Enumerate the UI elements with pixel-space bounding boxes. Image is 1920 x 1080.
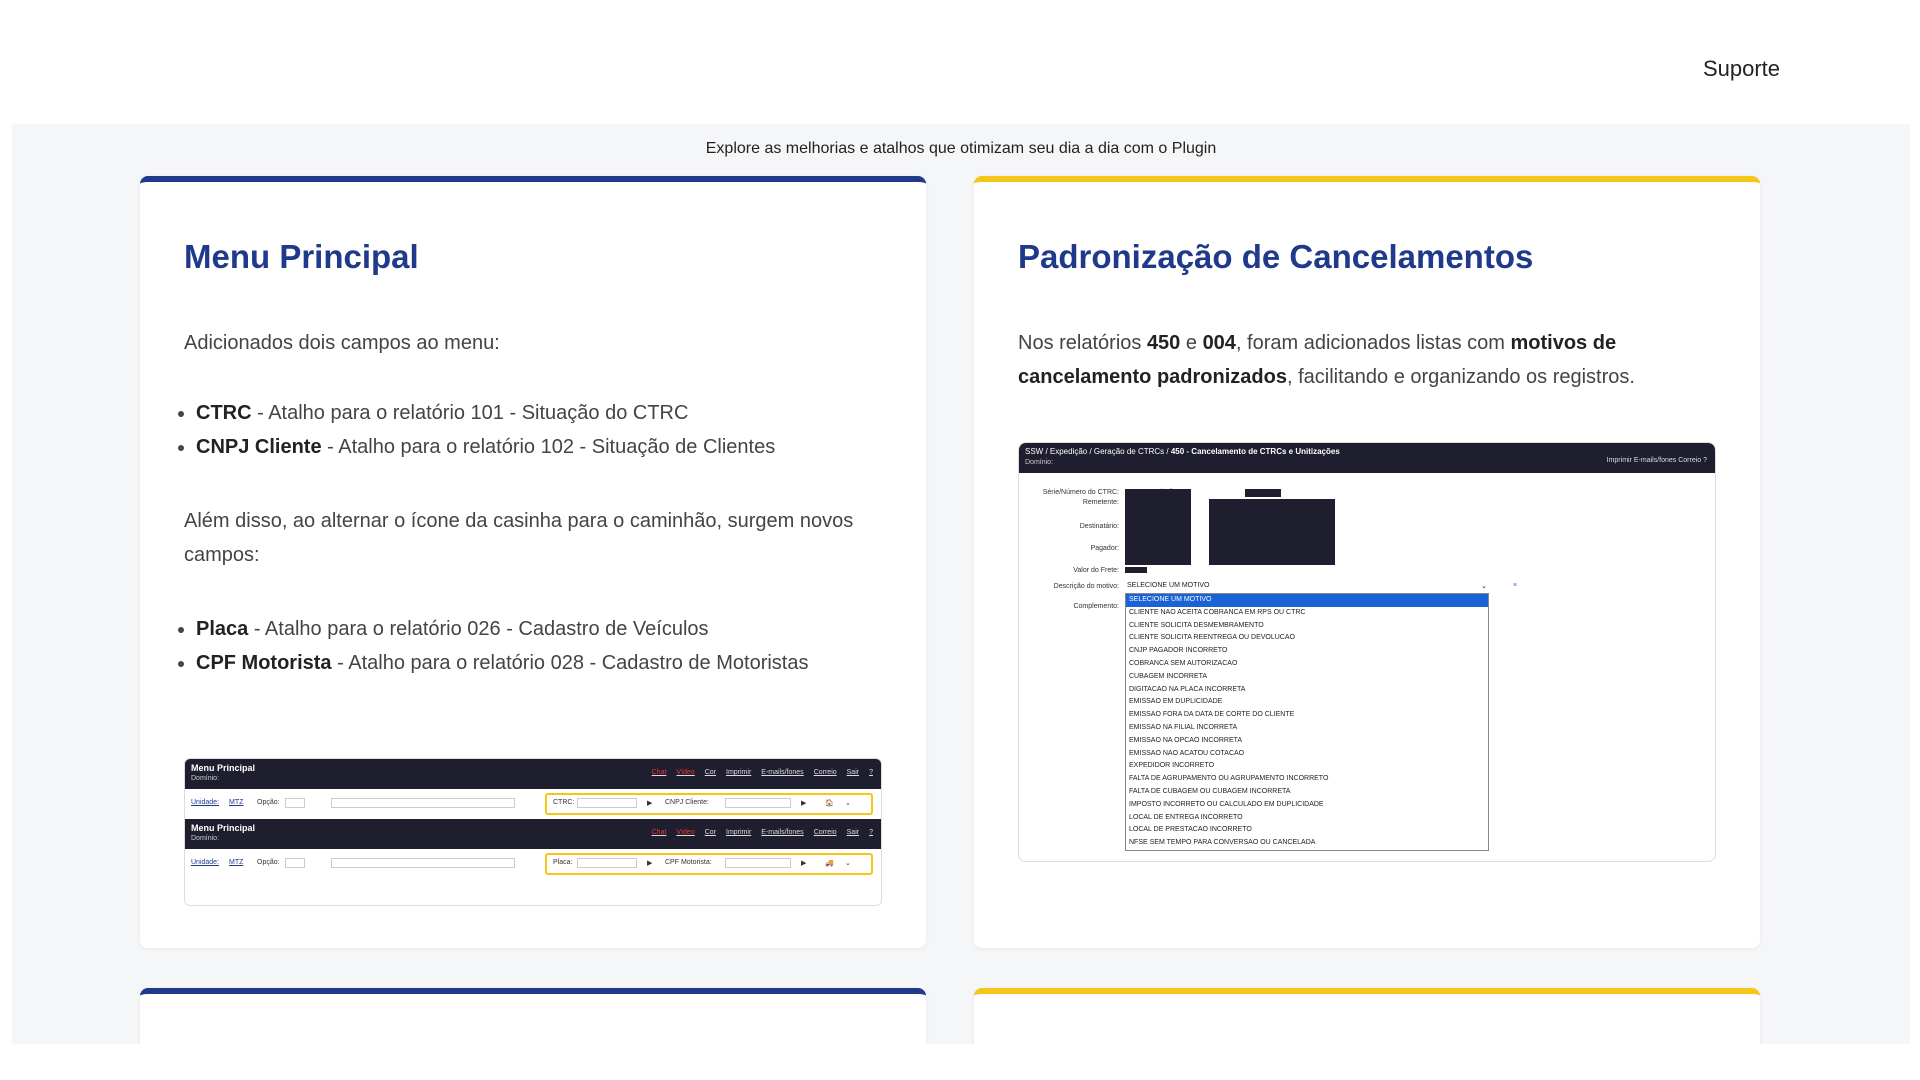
dropdown-option[interactable]: EXPEDIDOR INCORRETO [1129, 762, 1215, 770]
list-item: • Placa - Atalho para o relatório 026 - Cadastro de Veículos [196, 612, 880, 646]
report-screenshot: SSW / Expedição / Geração de CTRCs / 450 - Cancelamento de CTRCs e Unitizações Domínio: Imprimir E-mails/fones Correio ? Série/Número do CTRC: Remetente: Destinatário: Pagador: Valor do Frete: Descrição do motivo: Complemento: SELECIONE UM MOTIVO ⌄ × SELECIONE UM MOTIVO CLIENTE NAO ACEITA COBRANCA EM RPS OU CTRC CLIENTE SOLICITA DESMEMBRAMENTO CLIENTE SOLICITA REENTREGA OU DEVOLUCAO CNJP PAGADOR INCORRETO COBRANCA SEM AUTORIZACAO CUBAGEM INCORRETA DIGITACAO NA PLACA INCORRETA EMISSAO EM DUPLICIDADE EMISSAO FORA DA DATA DE CORTE DO CLIENTE EMISSAO NA FILIAL INCORRETA EMISSAO NA OPCAO INCORRETA EMISSAO NAO ACATOU COTACAO EXPEDIDOR INCORRETO FALTA DE AGRUPAMENTO OU AGRUPAMENTO INCORRETO FALTA DE CUBAGEM OU CUBAGEM INCORRETA IMPOSTO INCORRETO OU CALCULADO EM DUPLICIDADE LOCAL DE ENTREGA INCORRETO LOCAL DE PRESTACAO INCORRETO NFSE SEM TEMPO PARA CONVERSAO OU CANCELADA [1018, 442, 1716, 862]
list-item: • CPF Motorista - Atalho para o relatório 028 - Cadastro de Motoristas [196, 646, 880, 680]
list-item: • CNPJ Cliente - Atalho para o relatório 102 - Situação de Clientes [196, 430, 775, 464]
card-intro: Adicionados dois campos ao menu: [184, 332, 500, 354]
dropdown-option[interactable]: LOCAL DE PRESTACAO INCORRETO [1129, 826, 1252, 834]
dropdown-option[interactable]: CUBAGEM INCORRETA [1129, 672, 1208, 680]
chevron-down-icon: ⌄ [845, 860, 851, 867]
card-bottom-right [974, 988, 1760, 1044]
mini-title-bar-2: Menu Principal Domínio: Chat Vídeo Cor Imprimir E-mails/fones Correio Sair ? [185, 819, 881, 849]
house-icon: 🏠 [825, 800, 834, 807]
main-content [12, 124, 1910, 1044]
menu-screenshot [184, 758, 882, 906]
dropdown-option[interactable]: CLIENTE SOLICITA DESMEMBRAMENTO [1129, 621, 1264, 629]
card-title: Padronização de Cancelamentos [1018, 238, 1534, 275]
list-item: • CTRC - Atalho para o relatório 101 - Situação do CTRC [196, 396, 775, 430]
close-icon: × [1513, 582, 1518, 589]
truck-icon: 🚚 [825, 860, 834, 867]
chevron-down-icon: ⌄ [845, 800, 851, 807]
shortcut-list-1 [140, 396, 775, 464]
dropdown-option[interactable]: EMISSAO FORA DA DATA DE CORTE DO CLIENTE [1129, 711, 1295, 719]
dropdown-option[interactable]: EMISSAO NAO ACATOU COTACAO [1129, 749, 1245, 757]
dropdown-option[interactable]: LOCAL DE ENTREGA INCORRETO [1129, 813, 1243, 821]
dropdown-option[interactable]: COBRANCA SEM AUTORIZACAO [1129, 659, 1238, 667]
dropdown-option[interactable]: FALTA DE CUBAGEM OU CUBAGEM INCORRETA [1129, 787, 1291, 795]
card-description: Nos relatórios 450 e 004, foram adicionados listas com motivos de cancelamento padronizados, facilitando e organizando os registros. [1018, 332, 1635, 388]
page-subtitle: Explore as melhorias e atalhos que otimizam seu dia a dia com o Plugin [705, 140, 1217, 157]
support-link[interactable]: Suporte [1702, 56, 1780, 81]
dropdown-option[interactable]: EMISSAO EM DUPLICIDADE [1129, 698, 1223, 706]
card-padronizacao [974, 176, 1760, 948]
mini-row-ctrc: Unidade: MTZ Opção: CTRC: ▶ CNPJ Cliente: ▶ 🏠 ⌄ [185, 789, 881, 819]
dropdown-option[interactable]: DIGITACAO NA PLACA INCORRETA [1129, 685, 1246, 693]
dropdown-option[interactable]: CNJP PAGADOR INCORRETO [1129, 647, 1228, 655]
card-para-2: Além disso, ao alternar o ícone da casinha para o caminhão, surgem novos campos: [184, 510, 854, 566]
dropdown-option[interactable]: NFSE SEM TEMPO PARA CONVERSAO OU CANCELADA [1129, 839, 1316, 847]
dropdown-option[interactable]: EMISSAO NA FILIAL INCORRETA [1129, 723, 1238, 731]
dropdown-option[interactable]: CLIENTE SOLICITA REENTREGA OU DEVOLUCAO [1129, 634, 1295, 642]
dropdown-option[interactable]: SELECIONE UM MOTIVO [1126, 594, 1488, 607]
card-menu-principal [140, 176, 926, 948]
cancel-reason-dropdown[interactable] [1125, 593, 1489, 851]
mini-title-bar: Menu Principal Domínio: Chat Vídeo Cor Imprimir E-mails/fones Correio Sair ? [185, 759, 881, 789]
shortcut-list-2 [140, 612, 880, 680]
dropdown-option[interactable]: EMISSAO NA OPCAO INCORRETA [1129, 736, 1243, 744]
dropdown-option[interactable]: IMPOSTO INCORRETO OU CALCULADO EM DUPLICIDADE [1129, 800, 1324, 808]
top-bar [0, 0, 1920, 124]
report-title-bar: SSW / Expedição / Geração de CTRCs / 450 - Cancelamento de CTRCs e Unitizações Domínio: Imprimir E-mails/fones Correio ? [1019, 443, 1715, 473]
dropdown-option[interactable]: CLIENTE NAO ACEITA COBRANCA EM RPS OU CTRC [1129, 608, 1306, 616]
card-bottom-left [140, 988, 926, 1044]
card-title: Menu Principal [184, 238, 419, 275]
dropdown-option[interactable]: FALTA DE AGRUPAMENTO OU AGRUPAMENTO INCORRETO [1129, 775, 1329, 783]
mini-row-placa: Unidade: MTZ Opção: Placa: ▶ CPF Motorista: ▶ 🚚 ⌄ [185, 849, 881, 879]
